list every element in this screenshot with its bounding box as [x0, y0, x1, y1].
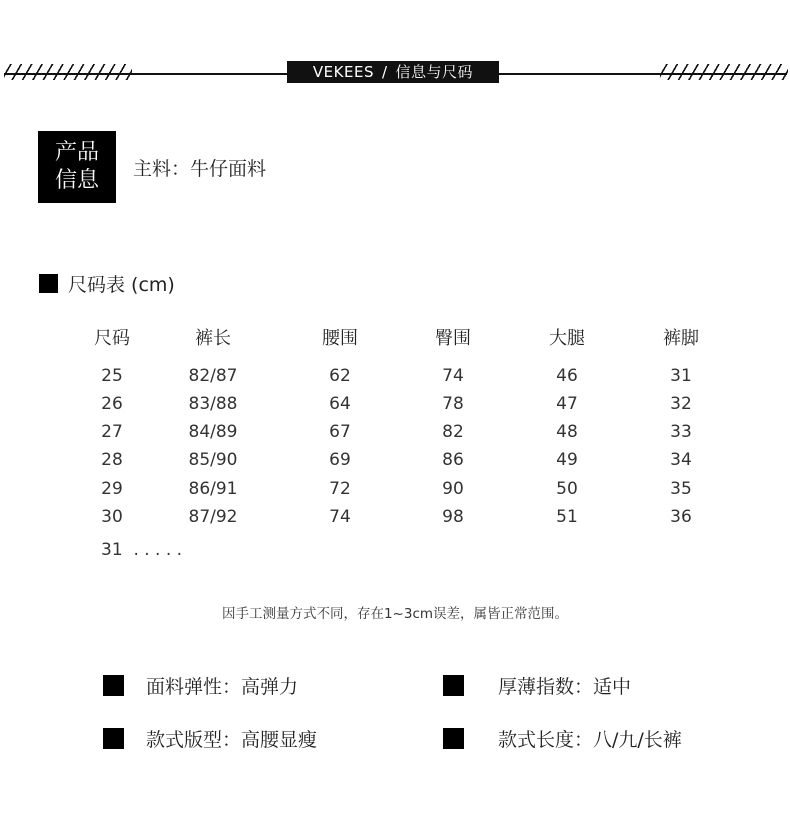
- bullet-square-icon: [103, 728, 124, 749]
- attribute-length-label: 款式长度：八/九/长裤: [498, 729, 682, 751]
- cell-thigh: 47: [556, 394, 578, 414]
- cell-leg-opening: 36: [670, 507, 692, 527]
- cell-hip: 86: [442, 450, 464, 470]
- cell-hip: 74: [442, 366, 464, 386]
- left-hatch-decoration: [4, 64, 132, 80]
- cell-size: 28: [101, 450, 123, 470]
- banner-separator: /: [381, 63, 388, 81]
- product-info-badge: [38, 131, 116, 203]
- attribute-thickness-label: 厚薄指数：适中: [498, 676, 632, 698]
- table-last-row: 31 . . . . .: [101, 540, 183, 560]
- cell-thigh: 46: [556, 366, 578, 386]
- size-chart-heading: [39, 270, 175, 297]
- header-thigh: 大腿: [549, 328, 585, 349]
- measurement-note: 因手工测量方式不同，存在1~3cm误差，属皆正常范围。: [221, 606, 569, 622]
- brand-name: VEKEES: [312, 63, 374, 81]
- cell-size: 29: [101, 479, 123, 499]
- cell-waist: 69: [329, 450, 351, 470]
- header-hip: 臀围: [435, 328, 471, 349]
- cell-waist: 67: [329, 422, 351, 442]
- cell-pants-length: 85/90: [188, 450, 238, 470]
- cell-size: 30: [101, 507, 123, 527]
- cell-waist: 74: [329, 507, 351, 527]
- attribute-thickness: [443, 672, 631, 699]
- banner-section-title: 信息与尺码: [395, 63, 474, 81]
- right-hatch-decoration: [660, 64, 788, 80]
- cell-waist: 62: [329, 366, 351, 386]
- cell-thigh: 49: [556, 450, 578, 470]
- size-chart-title: 尺码表 (cm): [68, 274, 175, 296]
- bullet-square-icon: [443, 675, 464, 696]
- cell-thigh: 51: [556, 507, 578, 527]
- left-divider-line: [4, 73, 287, 75]
- bullet-square-icon: [103, 675, 124, 696]
- header-size: 尺码: [94, 328, 130, 349]
- cell-pants-length: 83/88: [188, 394, 238, 414]
- cell-hip: 90: [442, 479, 464, 499]
- attribute-style-label: 款式版型：高腰显瘦: [146, 729, 318, 751]
- cell-hip: 82: [442, 422, 464, 442]
- attribute-elasticity: [103, 672, 298, 699]
- cell-hip: 78: [442, 394, 464, 414]
- material-text: 主料：牛仔面料: [133, 158, 267, 180]
- attribute-elasticity-label: 面料弹性：高弹力: [146, 676, 299, 698]
- cell-thigh: 50: [556, 479, 578, 499]
- cell-leg-opening: 31: [670, 366, 692, 386]
- attribute-length: [443, 725, 682, 752]
- cell-hip: 98: [442, 507, 464, 527]
- cell-leg-opening: 35: [670, 479, 692, 499]
- cell-waist: 72: [329, 479, 351, 499]
- cell-leg-opening: 34: [670, 450, 692, 470]
- header-leg-opening: 裤脚: [663, 328, 699, 349]
- header-waist: 腰围: [322, 328, 358, 349]
- cell-thigh: 48: [556, 422, 578, 442]
- cell-waist: 64: [329, 394, 351, 414]
- cell-size: 27: [101, 422, 123, 442]
- product-info-badge-line1: 产品: [54, 140, 99, 165]
- cell-pants-length: 82/87: [188, 366, 238, 386]
- bullet-square-icon: [39, 274, 58, 293]
- cell-size: 25: [101, 366, 123, 386]
- section-banner: [287, 61, 499, 83]
- cell-size: 26: [101, 394, 123, 414]
- attribute-style: [103, 725, 317, 752]
- product-info-badge-line2: 信息: [54, 168, 99, 193]
- cell-pants-length: 87/92: [188, 507, 238, 527]
- header-pants-length: 裤长: [195, 328, 231, 349]
- bullet-square-icon: [443, 728, 464, 749]
- cell-leg-opening: 33: [670, 422, 692, 442]
- cell-leg-opening: 32: [670, 394, 692, 414]
- cell-pants-length: 86/91: [188, 479, 238, 499]
- cell-pants-length: 84/89: [188, 422, 238, 442]
